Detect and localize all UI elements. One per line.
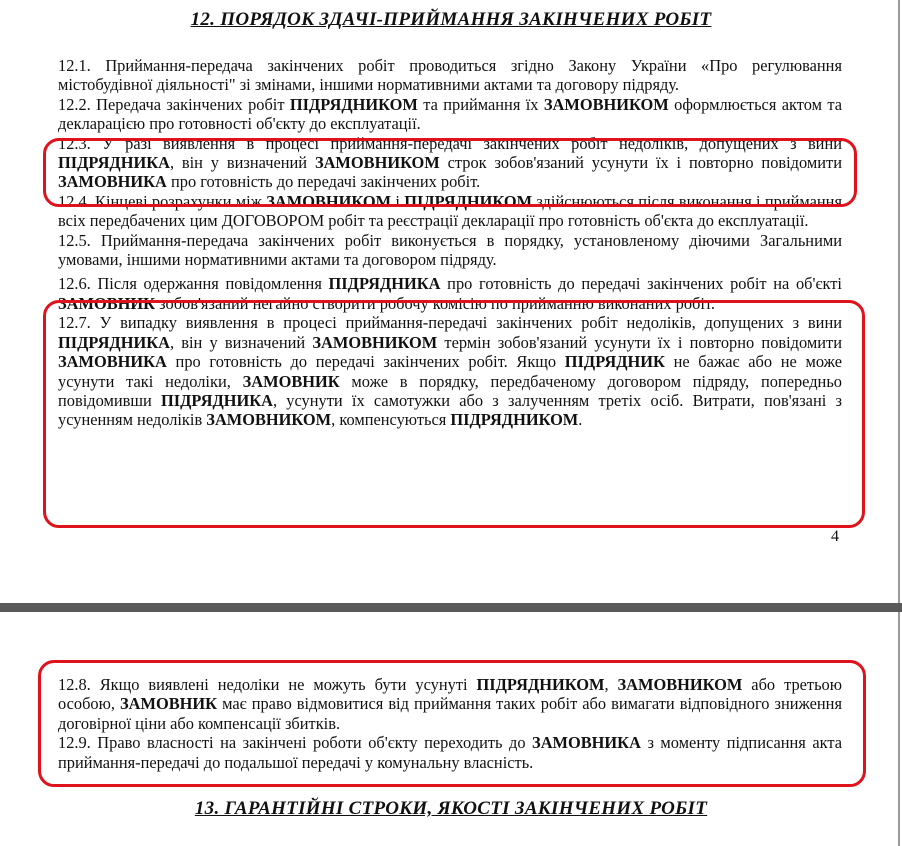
clause-12-8: 12.8. Якщо виявлені недоліки не можуть бути усунуті ПІДРЯДНИКОМ, ЗАМОВНИКОМ або третьою особою, ЗАМОВНИК має право відмовитися від приймання таких робіт або вимагати відповідного зниження договірної ціни або компенсації збитків. xyxy=(58,675,842,733)
page-separator xyxy=(0,603,902,612)
clause-12-1: 12.1. Приймання-передача закінчених робіт проводиться згідно Закону України «Про регулювання містобудівної діяльності" зі змінами, іншими нормативними актами та договору підряду. xyxy=(58,56,842,95)
clause-12-3: 12.3. У разі виявлення в процесі приймання-передачі закінчених робіт недоліків, допущених з вини ПІДРЯДНИКА, він у визначений ЗАМОВНИКОМ строк зобов'язаний усунути їх і повторно повідомити ЗАМОВНИКА про готовність до передачі закінчених робіт. xyxy=(58,133,842,192)
page-edge-line xyxy=(898,0,900,603)
clause-12-6: 12.6. Після одержання повідомлення ПІДРЯДНИКА про готовність до передачі закінчених робіт на об'єкті ЗАМОВНИК зобов'язаний негайно створити робочу комісію по прийманню виконаних робіт. xyxy=(58,274,842,313)
section-12-heading: 12. ПОРЯДОК ЗДАЧІ-ПРИЙМАННЯ ЗАКІНЧЕНИХ РОБІТ xyxy=(190,9,712,30)
highlight-box-clauses-12-6-12-7 xyxy=(43,300,865,528)
clause-12-7: 12.7. У випадку виявлення в процесі приймання-передачі закінчених робіт недоліків, допущених з вини ПІДРЯДНИКА, він у визначений ЗАМОВНИКОМ термін зобов'язаний усунути їх і повторно повідомити ЗАМОВНИКА про готовність до передачі закінчених робіт. Якщо ПІДРЯДНИК не бажає або не може усунути такі недоліки, ЗАМОВНИК може в порядку, передбаченому договором підряду, попередньо повідомивши ПІДРЯДНИКА, усунути їх самотужки або з залученням третіх осіб. Витрати, пов'язані з усуненням недоліків ЗАМОВНИКОМ, компенсуються ПІДРЯДНИКОМ. xyxy=(58,313,843,430)
highlight-box-clause-12-3 xyxy=(43,138,857,207)
clause-12-5: 12.5. Приймання-передача закінчених робіт виконується в порядку, установленому діючими Загальними умовами, іншими нормативними актами та договором підряду. xyxy=(58,230,842,270)
clause-12-9: 12.9. Право власності на закінчені роботи об'єкту переходить до ЗАМОВНИКА з моменту підписання акта приймання-передачі до подальшої передачі у комунальну власність. xyxy=(58,733,842,772)
clause-12-4: 12.4. Кінцеві розрахунки між ЗАМОВНИКОМ і ПІДРЯДНИКОМ здійснюються після виконання і приймання всіх передбачених цим ДОГОВОРОМ робіт та реєстрації декларації про готовність об'єкта до експлуатації. xyxy=(58,191,842,231)
clause-12-2: 12.2. Передача закінчених робіт ПІДРЯДНИКОМ та приймання їх ЗАМОВНИКОМ оформлюється актом та декларацією про готовності об'єкту до експлуатації. xyxy=(58,94,842,134)
section-13-heading: 13. ГАРАНТІЙНІ СТРОКИ, ЯКОСТІ ЗАКІНЧЕНИХ РОБІТ xyxy=(194,798,708,819)
page-number: 4 xyxy=(831,528,839,545)
highlight-box-clauses-12-8-12-9 xyxy=(38,660,866,787)
